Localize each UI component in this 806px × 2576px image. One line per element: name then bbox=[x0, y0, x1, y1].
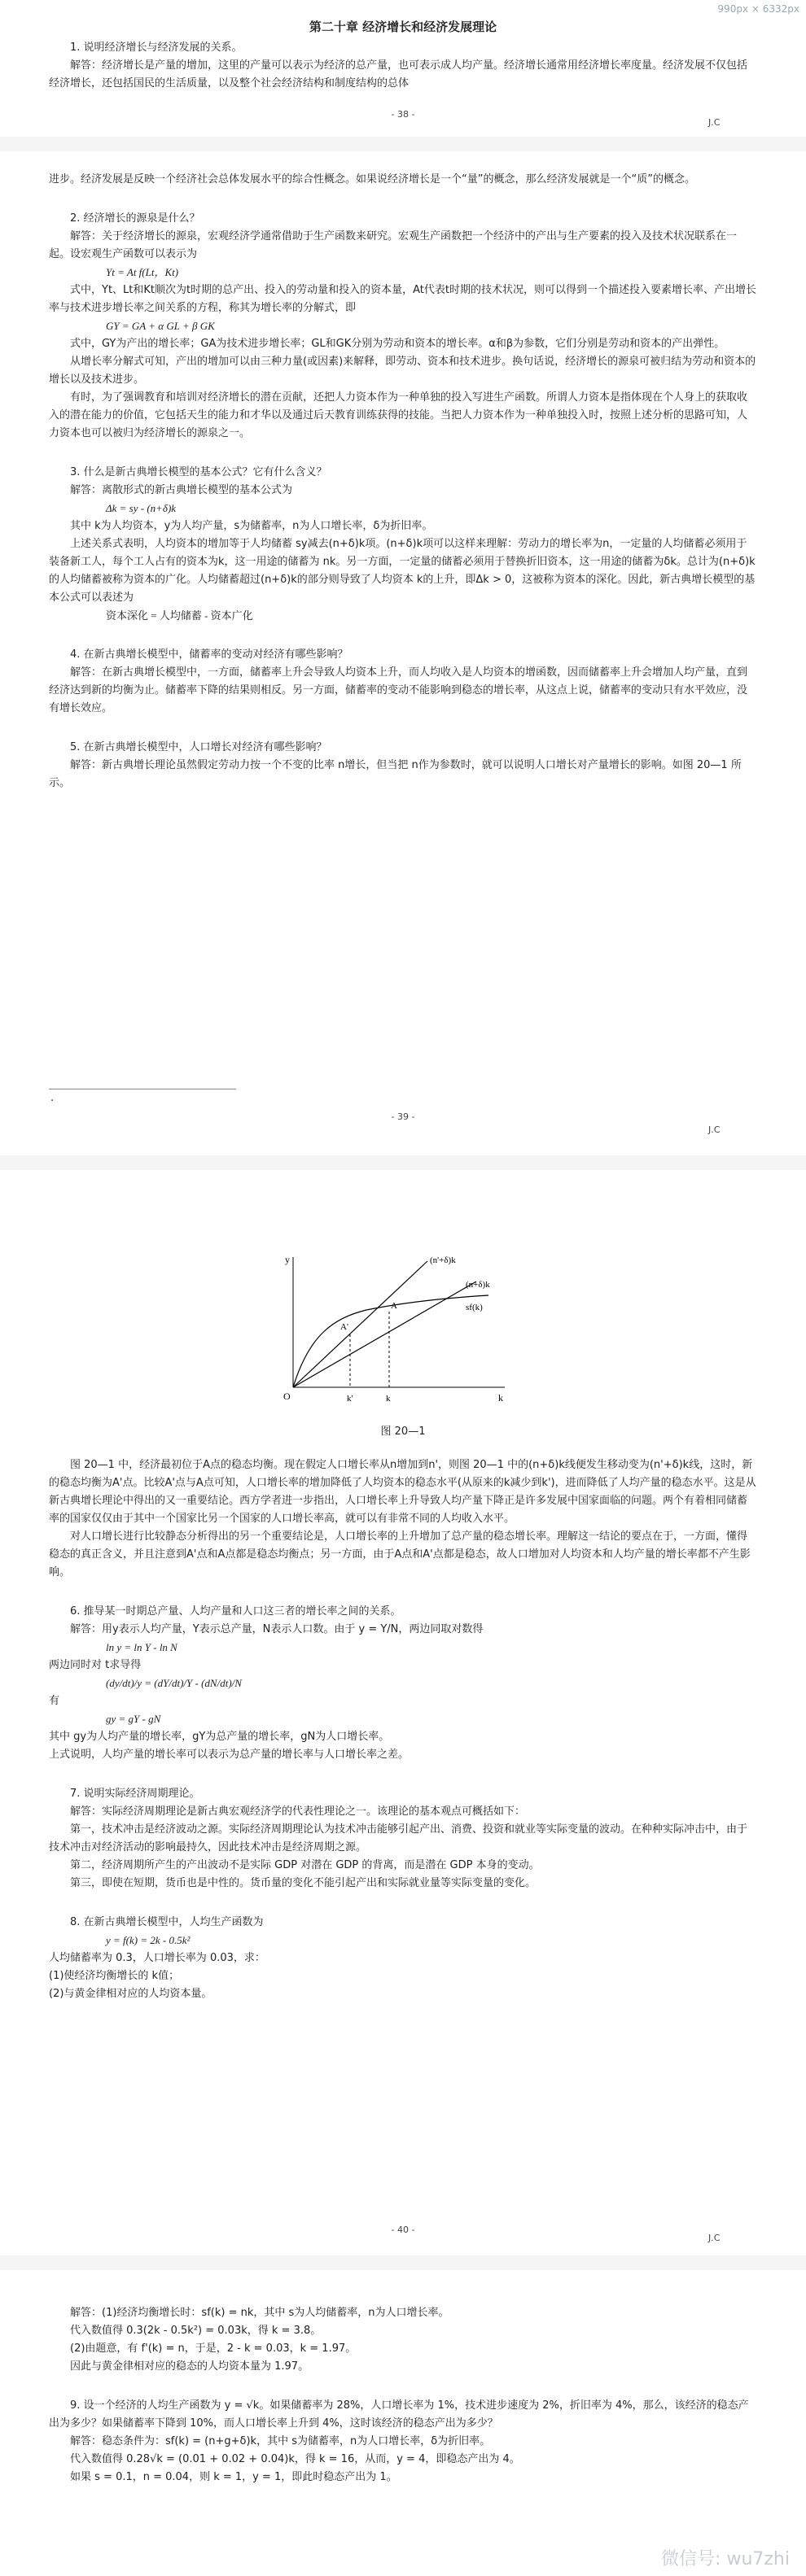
answer-2-text: 式中，GY为产出的增长率；GA为技术进步增长率；GL和GK分别为劳动和资本的增长率。α和β为参数，它们分别是劳动和资本的产出弹性。 bbox=[70, 338, 725, 350]
answer-7: 第一，技术冲击是经济波动之源。实际经济周期理论认为技术冲击能够引起产出、消费、投资和就业等实际变量的波动。在种种实际冲击中，由于技术冲击对经济活动的影响最持久，因此技术冲击是经济周期之源。 bbox=[49, 1823, 748, 1853]
chapter-title: 第二十章 经济增长和经济发展理论 bbox=[309, 20, 497, 34]
page4-body bbox=[49, 2304, 757, 2486]
page-separator bbox=[0, 2255, 806, 2270]
origin-label: O bbox=[283, 1391, 291, 1402]
answer-9: 解答：稳态条件为：sf(k) = (n+g+δ)k，其中 s为储蓄率，n为人口增长率，δ为折旧率。 bbox=[70, 2435, 491, 2447]
answer-7: 第二，经济周期所产生的产出波动不是实际 GDP 对潜在 GDP 的背离，而是潜在 GDP 本身的变动。 bbox=[70, 1859, 540, 1871]
answer-6-text: 两边同时对 t求导得 bbox=[49, 1659, 142, 1671]
page-number: - 38 - bbox=[391, 109, 415, 120]
figure-20-1 bbox=[277, 1245, 521, 1408]
question-9: 9. 设一个经济的人均生产函数为 y = √k。如果储蓄率为 28%，人口增长率为 1%，技术进步速度为 2%，折旧率为 4%，那么，该经济的稳态产出为多少？如果储蓄率下降到 10%，而人口增长率上升到 4%，这时该经济的稳态产出为多少？ bbox=[49, 2399, 749, 2430]
growth-decomposition-formula: GY = GA + α GL + β GK bbox=[106, 320, 215, 332]
answer-3-text: 其中 k为人均资本，y为人均产量，s为储蓄率，n为人口增长率，δ为折旧率。 bbox=[70, 520, 433, 532]
production-function: y = f(k) = 2k - 0.5k² bbox=[106, 1934, 191, 1946]
curve-label: (n'+δ)k bbox=[430, 1255, 456, 1265]
question-2: 2. 经济增长的源泉是什么？ bbox=[70, 212, 200, 225]
answer-3-text: 上述关系式表明，人均资本的增加等于人均储蓄 sy减去(n+δ)k项。(n+δ)k项可以这样来理解：劳动力的增长率为n，一定量的人均储蓄必须用于装备新工人，每个工人占有的资本为k，这一用途的储蓄为 nk。另一方面，一定量的储蓄必须用于替换折旧资本，这一用途的储蓄为δk。总计为(n+δ)k的人均储蓄被称为资本的广化。人均储蓄超过(n+δ)k的部分则导致了人均资本 k的上升，即Δk > 0，这被称为资本的深化。因此，新古典增长模型的基本公式可以表述为 bbox=[49, 538, 756, 604]
axis-label-y: y bbox=[285, 1254, 290, 1265]
figure-explanation: 图 20—1 中，经济最初位于A点的稳态均衡。现在假定人口增长率从n增加到n'，则图 20—1 中的(n+δ)k线便发生移动变为(n'+δ)k线，这时，新的稳态均衡为A'点。比较A'点与A点可知，人口增长率的增加降低了人均资本的稳态水平(从原来的k减少到k')，进而降低了人均产量的稳态水平。这是从新古典增长理论中得出的又一重要结论。西方学者进一步指出，人口增长率上升导致人均产量下降正是许多发展中国家面临的问题。两个有着相同储蓄率的国家仅仅由于其中一个国家比另一个国家的人口增长率高，就可以有非常不同的人均收入水平。 bbox=[49, 1459, 756, 1525]
question-4: 4. 在新古典增长模型中，储蓄率的变动对经济有哪些影响？ bbox=[70, 648, 348, 661]
page-footer-mark: J.C bbox=[708, 117, 721, 128]
production-function-formula: Yt = At f(Lt，Kt) bbox=[106, 266, 179, 278]
growth-rate-formula: gy = gY - gN bbox=[106, 1713, 161, 1725]
figure-caption: 图 20—1 bbox=[380, 1426, 426, 1438]
page-footer-mark: J.C bbox=[708, 2233, 721, 2243]
axis-label-x: k bbox=[498, 1392, 503, 1404]
answer-5: 解答：新古典增长理论虽然假定劳动力按一个不变的比率 n增长，但当把 n作为参数时，就可以说明人口增长对产量增长的影响。如图 20—1 所示。 bbox=[49, 759, 742, 789]
answer-7: 第三，即使在短期，货币也是中性的。货币量的变化不能引起产出和实际就业量等实际变量的变化。 bbox=[70, 1877, 537, 1889]
question-7: 7. 说明实际经济周期理论。 bbox=[70, 1788, 200, 1800]
tick-label: k bbox=[386, 1394, 391, 1404]
answer-1-continued: 进步。经济发展是反映一个经济社会总体发展水平的综合性概念。如果说经济增长是一个“量”的概念，那么经济发展就是一个“质”的概念。 bbox=[49, 173, 695, 186]
answer-2-intro: 解答：关于经济增长的源泉，宏观经济学通常借助于生产函数来研究。宏观生产函数把一个经济中的产出与生产要素的投入及技术状况联系在一起。设宏观生产函数可以表示为 bbox=[49, 230, 738, 260]
question-6: 6. 推导某一时期总产量、人均产量和人口这三者的增长率之间的关系。 bbox=[70, 1605, 401, 1618]
answer-8: (2)由题意，有 f'(k) = n，于是，2 - k = 0.03，k = 1.97。 bbox=[70, 2342, 357, 2355]
answer-6-text: 其中 gy为人均产量的增长率，gY为总产量的增长率，gN为人口增长率。 bbox=[49, 1731, 390, 1743]
page-separator bbox=[0, 1155, 806, 1170]
answer-1-part: 解答：经济增长是产量的增加，这里的产量可以表示为经济的总产量，也可表示成人均产量。经济增长通常用经济增长率度量。经济发展不仅包括经济增长，还包括国民的生活质量，以及整个社会经济结构和制度结构的总体 bbox=[49, 59, 748, 90]
answer-2-text: 从增长率分解式可知，产出的增加可以由三种力量(或因素)来解释，即劳动、资本和技术进步。换句话说，经济增长的源泉可被归结为劳动和资本的增长以及技术进步。 bbox=[49, 356, 756, 386]
page-footer-mark: J.C bbox=[708, 1124, 721, 1135]
capital-deepening-formula: 资本深化 = 人均储蓄 - 资本广化 bbox=[106, 609, 253, 622]
answer-2-text: 式中，Yt、Lt和Kt顺次为t时期的总产出、投入的劳动量和投入的资本量，At代表t时期的技术状况，则可以得到一个描述投入要素增长率、产出增长率与技术进步增长率之间关系的方程，称其为增长率的分解式，即 bbox=[49, 284, 756, 314]
answer-6-text: 上式说明，人均产量的增长率可以表示为总产量的增长率与人口增长率之差。 bbox=[49, 1749, 410, 1761]
page-separator bbox=[0, 137, 806, 151]
point-label: A' bbox=[340, 1322, 348, 1332]
answer-6-intro: 解答：用y表示人均产量，Y表示总产量，N表示人口数。由于 y = Y/N，两边同取对数得 bbox=[70, 1623, 484, 1635]
page2-body bbox=[49, 171, 757, 792]
answer-8: 解答：(1)经济均衡增长时：sf(k) = nk，其中 s为人均储蓄率，n为人口增长率。 bbox=[70, 2307, 449, 2319]
point-label: A bbox=[391, 1301, 397, 1311]
neoclassical-formula: Δk = sy - (n+δ)k bbox=[106, 502, 177, 514]
log-formula: ln y = ln Y - ln N bbox=[106, 1641, 177, 1653]
wechat-watermark: 微信号: wu7zhi bbox=[661, 2549, 790, 2569]
curve-label: sf(k) bbox=[466, 1303, 483, 1312]
answer-9: 代入数值得 0.28√k = (0.01 + 0.02 + 0.04)k，得 k = 16，从而，y = 4，即稳态产出为 4。 bbox=[70, 2453, 520, 2465]
answer-4: 解答：在新古典增长模型中，一方面，储蓄率上升会导致人均资本上升，而人均收入是人均资本的增函数，因而储蓄率上升会增加人均产量，直到经济达到新的均衡为止。储蓄率下降的结果则相反。另一方面，储蓄率的变动不能影响到稳态的增长率，从这点上说，储蓄率的变动只有水平效应，没有增长效应。 bbox=[49, 666, 748, 714]
derivative-formula: (dy/dt)/y = (dY/dt)/Y - (dN/dt)/N bbox=[106, 1677, 242, 1689]
question-3: 3. 什么是新古典增长模型的基本公式？它有什么含义？ bbox=[70, 466, 327, 478]
answer-7: 解答：实际经济周期理论是新古典宏观经济学的代表性理论之一。该理论的基本观点可概括如下： bbox=[70, 1805, 526, 1818]
line-n-prime-delta-k bbox=[293, 1261, 427, 1387]
question-5: 5. 在新古典增长模型中，人口增长对经济有哪些影响？ bbox=[70, 741, 327, 753]
figure-explanation: 对人口增长进行比较静态分析得出的另一个重要结论是，人口增长率的上升增加了总产量的稳态增长率。理解这一结论的要点在于，一方面，懂得稳态的真正含义，并且注意到A'点和A点都是稳态均衡点；另一方面，由于A点和A'点都是稳态，故人口增加对人均资本和人均产量的增长率都不产生影响。 bbox=[49, 1530, 751, 1578]
answer-3-intro: 解答：离散形式的新古典增长模型的基本公式为 bbox=[70, 484, 293, 496]
answer-8: 因此与黄金律相对应的稳态的人均资本量为 1.97。 bbox=[70, 2360, 309, 2373]
question-8: 8. 在新古典增长模型中，人均生产函数为 bbox=[70, 1916, 264, 1928]
footnote-mark: . bbox=[50, 1092, 55, 1104]
answer-6-text: 有 bbox=[49, 1695, 60, 1707]
question-8-text: 人均储蓄率为 0.3，人口增长率为 0.03，求： bbox=[49, 1952, 265, 1964]
page1-body bbox=[49, 39, 757, 93]
question-8-part: (1)使经济均衡增长的 k值； bbox=[49, 1970, 180, 1982]
page-number: - 39 - bbox=[391, 1111, 415, 1122]
answer-9: 如果 s = 0.1，n = 0.04，则 k = 1，y = 1，即此时稳态产出为 1。 bbox=[70, 2471, 397, 2483]
answer-2-text: 有时，为了强调教育和培训对经济增长的潜在贡献，还把人力资本作为一种单独的投入写进生产函数。所谓人力资本是指体现在个人身上的获取收入的潜在能力的价值，它包括天生的能力和才华以及通过后天教育训练获得的技能。当把人力资本作为一种单独投入时，按照上述分析的思路可知，人力资本也可以被归为经济增长的源泉之一。 bbox=[49, 391, 748, 439]
answer-8: 代入数值得 0.3(2k - 0.5k²) = 0.03k，得 k = 3.8。 bbox=[70, 2325, 322, 2337]
page3-body bbox=[49, 1456, 757, 2003]
curve-label: (n+δ)k bbox=[466, 1280, 490, 1290]
tick-label: k' bbox=[347, 1394, 353, 1404]
page-number: - 40 - bbox=[391, 2225, 415, 2235]
image-size-watermark: 990px × 6332px bbox=[717, 3, 799, 15]
question-8-part: (2)与黄金律相对应的人均资本量。 bbox=[49, 1988, 212, 2000]
question-1: 1. 说明经济增长与经济发展的关系。 bbox=[70, 41, 243, 54]
